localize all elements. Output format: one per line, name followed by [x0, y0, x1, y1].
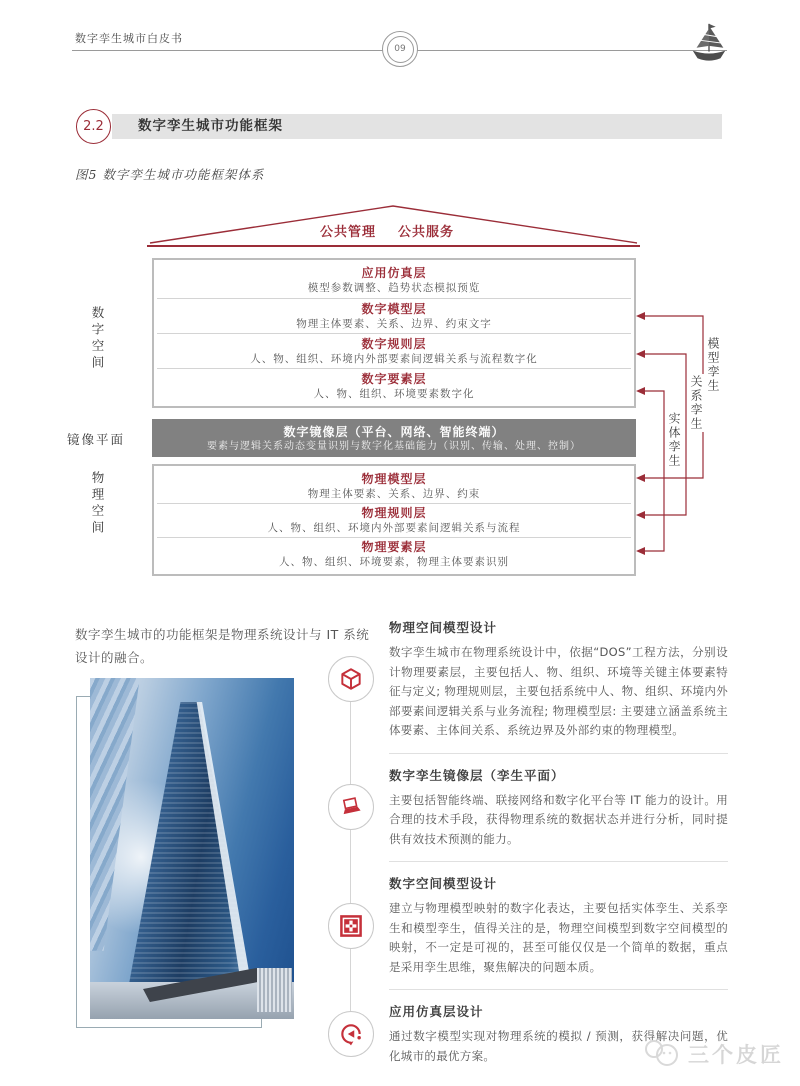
section-title: 数字孪生城市功能框架: [112, 114, 722, 139]
layer-application-simulation: [157, 263, 631, 298]
layer-title: 应用仿真层: [361, 266, 427, 280]
space-label-digital: 数字空间: [90, 306, 105, 372]
watermark-text: 三个皮匠: [688, 1043, 784, 1067]
space-label-mirror: 镜像平面: [67, 432, 126, 447]
section-digital-space-model: [328, 874, 728, 977]
layer-title: 物理要素层: [361, 540, 427, 554]
intro-paragraph: 数字孪生城市的功能框架是物理系统设计与 IT 系统设计的融合。: [75, 627, 370, 665]
layer-digital-mirror: [152, 419, 636, 457]
physical-space-stack: [152, 464, 636, 576]
document-title: 数字孪生城市白皮书: [75, 32, 183, 45]
layer-subtitle: 人、物、组织、环境要素数字化: [313, 387, 475, 400]
layer-subtitle: 人、物、组织、环境内外部要素间逻辑关系与流程数字化: [250, 352, 538, 365]
cube-icon: [328, 656, 374, 702]
frame-icon: [328, 903, 374, 949]
simulation-icon: [328, 1011, 374, 1057]
page-number: 09: [394, 44, 406, 54]
twin-label-relation: 关系孪生: [689, 375, 703, 431]
layer-subtitle: 物理主体要素、关系、边界、约束文字: [296, 317, 492, 330]
section-divider: [389, 989, 728, 990]
layer-physical-model: [157, 469, 631, 503]
watermark: [642, 1038, 784, 1070]
digital-space-stack: [152, 258, 636, 408]
section-divider: [389, 753, 728, 754]
section-title: 数字空间模型设计: [389, 876, 498, 891]
space-label-physical: 物理空间: [90, 471, 105, 537]
figure-caption: 图5 数字孪生城市功能框架体系: [75, 167, 265, 182]
layer-title: 数字模型层: [361, 301, 427, 316]
section-digital-twin-mirror: [328, 766, 728, 850]
layer-title: 物理规则层: [361, 506, 427, 520]
roof-outline: [145, 202, 642, 248]
ship-logo-icon: [686, 20, 732, 64]
section-text: 主要包括智能终端、联接网络和数字化平台等 IT 能力的设计。用合理的技术手段，获得物理系统的数据状态并进行分析，同时提供有效技术预测的能力。: [389, 792, 728, 846]
layer-title: 数字要素层: [361, 371, 427, 386]
section-divider: [389, 861, 728, 862]
layer-physical-element: [157, 537, 631, 571]
skyscraper-photo: [90, 678, 294, 1019]
page-number-badge: [382, 31, 418, 67]
section-text: 数字孪生城市在物理系统设计中，依据“DOS”工程方法，分别设计物理要素层，主要包括人、物、组织、环境等关键主体要素特征与定义; 物理规则层，主要包括系统中人、物、组织、环境内外部要素间逻辑关系与业务流程; 物理模型层: 主要建立涵盖系统主体要素、主体间关系、系统边界及外部约束的物理模型。: [389, 645, 728, 737]
section-title: 数字孪生镜像层（孪生平面）: [389, 767, 565, 783]
section-title: 物理空间模型设计: [389, 620, 498, 635]
layer-subtitle: 人、物、组织、环境要素，物理主体要素识别: [279, 556, 509, 568]
section-physical-space-model: [328, 618, 728, 741]
mirror-layer-title: 数字镜像层（平台、网络、智能终端）: [283, 424, 505, 439]
section-number-badge: 2.2: [76, 109, 111, 144]
roof-label-public-service: 公共服务: [398, 225, 455, 240]
watermark-logo-icon: [642, 1038, 682, 1070]
layer-subtitle: 人、物、组织、环境内外部要素间逻辑关系与流程: [267, 522, 521, 534]
section-title: 应用仿真层设计: [389, 1004, 484, 1019]
layer-title: 数字规则层: [361, 336, 427, 351]
layer-subtitle: 物理主体要素、关系、边界、约束: [307, 487, 481, 500]
roof-label-public-management: 公共管理: [320, 225, 377, 240]
layer-subtitle: 模型参数调整、趋势状态模拟预览: [307, 282, 481, 294]
photo-right-building: [257, 968, 292, 1012]
twin-label-entity: 实体孪生: [667, 412, 681, 468]
layer-physical-rule: [157, 503, 631, 537]
layer-digital-element: [157, 368, 631, 403]
layer-title: 物理模型层: [361, 471, 427, 486]
layer-digital-model: [157, 298, 631, 333]
mirror-layer-subtitle: 要素与逻辑关系动态变量识别与数字化基础能力（识别、传输、处理、控制）: [207, 440, 581, 452]
design-sections-column: [328, 618, 728, 1066]
layer-digital-rule: [157, 333, 631, 368]
section-text: 通过数字模型实现对物理系统的模拟 / 预测，获得解决问题，优化城市的最优方案。: [389, 1029, 728, 1063]
laptop-icon: [328, 784, 374, 830]
section-text: 建立与物理模型映射的数字化表达，主要包括实体孪生、关系孪生和模型孪生，值得关注的是，物理空间模型到数字空间模型的映射，不一定是可视的，甚至可能仅仅是一个简单的数据，重点是采用孪生思维，聚焦解决的问题本质。: [389, 901, 728, 974]
twin-label-model: 模型孪生: [706, 337, 720, 393]
